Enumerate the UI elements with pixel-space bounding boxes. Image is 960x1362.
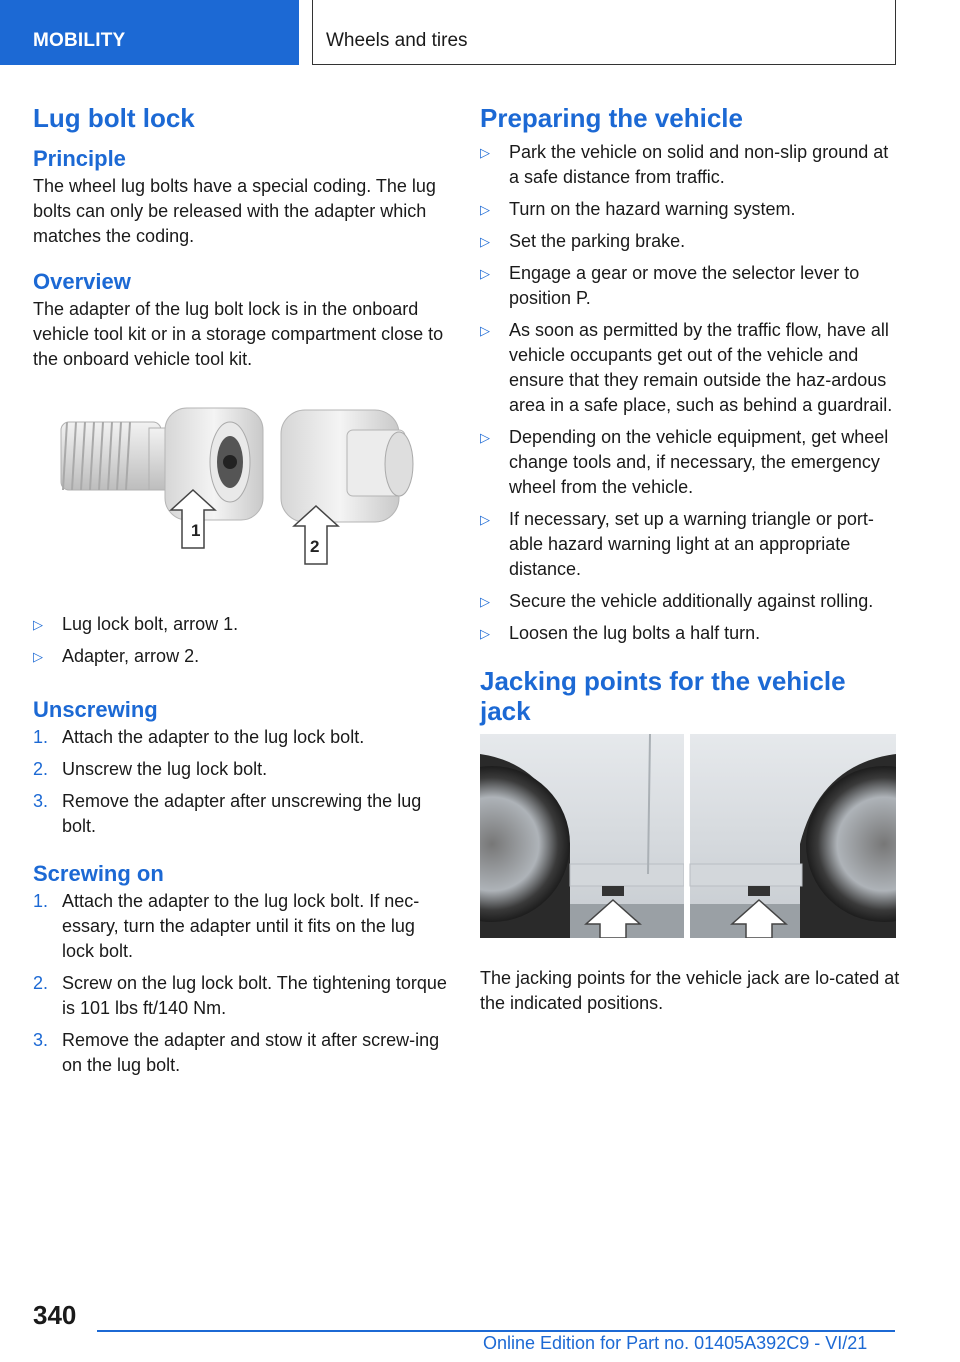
unscrewing-heading: Unscrewing [33,697,158,722]
list-item: ▷ Set the parking brake. [480,229,900,254]
principle-text: The wheel lug bolts have a special coding. The lug bolts can only be released with the adapter which matches the coding. [33,176,436,246]
bullet-icon: ▷ [480,266,490,281]
list-item: 2. Screw on the lug lock bolt. The tightening torque is 101 lbs ft/140 Nm. [33,973,447,1018]
jacking-points-title: Jacking points for the vehicle jack [480,666,846,726]
jacking-points-photo [480,734,896,938]
bullet-icon: ▷ [480,512,490,527]
lug-bolt-illustration [33,400,453,600]
preparing-title: Preparing the vehicle [480,103,743,133]
arrow-label-2: 2 [310,537,320,556]
right-column [480,100,900,1016]
list-item: 1. Attach the adapter to the lug lock bolt. If nec‐essary, turn the adapter until it fits on the lug lock bolt. [33,891,420,961]
bullet-icon: ▷ [480,430,490,445]
list-item: 3. Remove the adapter after unscrewing the lug bolt. [33,791,422,836]
chapter-title: Wheels and tires [312,0,896,65]
list-item: 3. Remove the adapter and stow it after screw‐ing on the lug bolt. [33,1030,440,1075]
list-item: ▷ Lug lock bolt, arrow 1. [33,612,451,637]
list-item: ▷ Adapter, arrow 2. [33,644,451,669]
overview-text: The adapter of the lug bolt lock is in the onboard vehicle tool kit or in a storage compartment close to the onboard vehicle tool kit. [33,299,444,369]
edition-text: Online Edition for Part no. 01405A392C9 - VI/21 [483,1333,868,1353]
arrow-label-1: 1 [191,521,201,540]
bullet-icon: ▷ [33,617,43,632]
list-item: ▷ Depending on the vehicle equipment, get wheel change tools and, if necessary, the emergency wheel from the vehicle. [480,427,889,497]
list-item: ▷ Engage a gear or move the selector lever to position P. [480,263,860,308]
list-item: ▷ As soon as permitted by the traffic flow, have all vehicle occupants get out of the vehicle and ensure that they remain outside the haz‐ardous area in a safe place, such as behind a guardrail. [480,320,893,415]
list-item: ▷ Loosen the lug bolts a half turn. [480,621,900,646]
overview-heading: Overview [33,269,131,294]
screwing-on-steps [33,889,451,1078]
bullet-icon: ▷ [480,234,490,249]
bullet-icon: ▷ [480,323,490,338]
page-number: 340 [33,1300,77,1330]
list-item: 2. Unscrew the lug lock bolt. [33,759,268,779]
preparing-list [480,140,900,646]
overview-list [33,612,451,669]
footer-rule [97,1330,895,1332]
list-item: ▷ Park the vehicle on solid and non-slip ground at a safe distance from traffic. [480,142,889,187]
list-item: ▷ If necessary, set up a warning triangle or port‐able hazard warning light at an appropriate distance. [480,509,874,579]
list-item: ▷ Turn on the hazard warning system. [480,197,900,222]
jacking-points-text: The jacking points for the vehicle jack are lo‐cated at the indicated positions. [480,968,900,1013]
list-item: 1. Attach the adapter to the lug lock bolt. [33,727,365,747]
unscrewing-steps [33,725,451,839]
principle-heading: Principle [33,146,126,171]
list-item: ▷ Secure the vehicle additionally against rolling. [480,589,900,614]
lug-bolt-figure [33,400,453,600]
screwing-on-heading: Screwing on [33,861,164,886]
section-tab: MOBILITY [0,0,299,65]
lug-bolt-lock-title: Lug bolt lock [33,103,195,133]
left-column [33,100,451,1085]
bullet-icon: ▷ [480,626,490,641]
bullet-icon: ▷ [480,594,490,609]
bullet-icon: ▷ [33,649,43,664]
jacking-points-figure [480,734,896,938]
bullet-icon: ▷ [480,145,490,160]
bullet-icon: ▷ [480,202,490,217]
